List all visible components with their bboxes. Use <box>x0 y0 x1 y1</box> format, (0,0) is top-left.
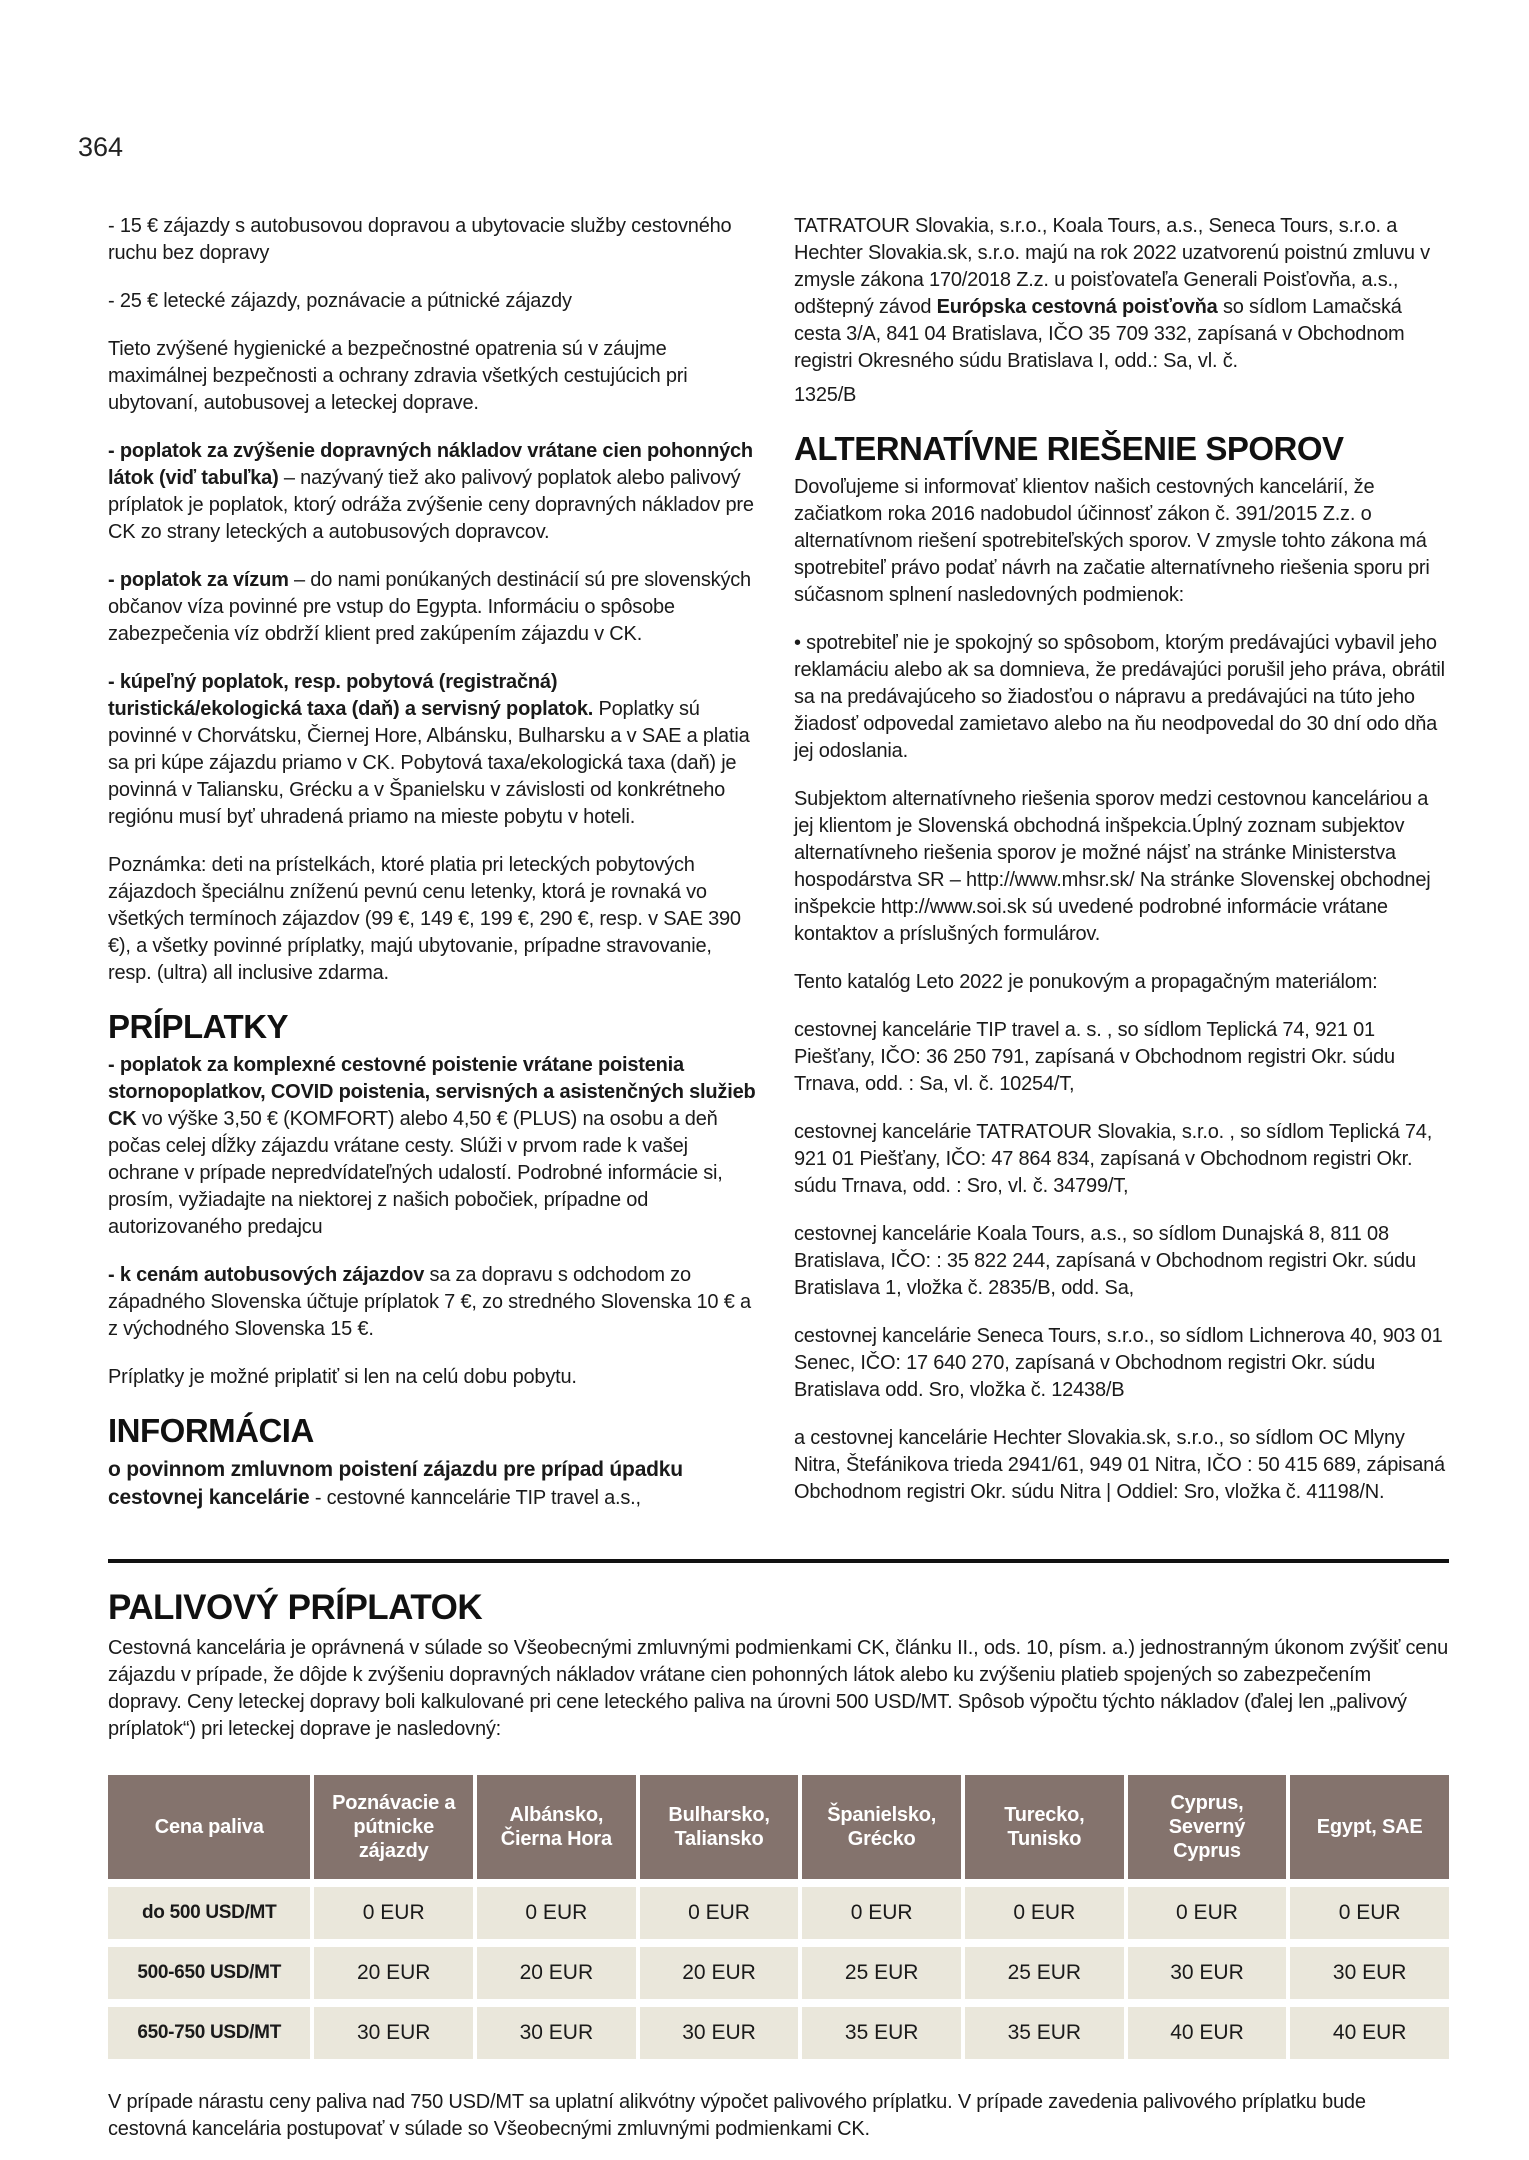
fee-transport-text: – nazývaný tiež ako palivový poplatok alebo palivový príplatok je poplatok, ktorý odráža zvýšenie ceny dopravných nákladov pre CK zo strany leteckých a autobusových dopravcov. <box>108 467 754 543</box>
para-fee-bus <box>108 1262 756 1343</box>
bullet-consumer-condition: • spotrebiteľ nie je spokojný so spôsobom, ktorým predávajúci vybavil jeho reklamáciu alebo ak sa domnieva, že predávajúci porušil jeho práva, obrátil sa na predávajúceho so žiadosťou o nápravu a predávajúci na túto jeho žiadosť odpovedal zamietavo alebo na ňu neodpovedal do 30 dní odo dňa jej odoslania. <box>794 632 1445 762</box>
table-cell: 0 EUR <box>965 1887 1124 1939</box>
table-cell: 0 EUR <box>314 1887 473 1939</box>
page-number: 364 <box>78 132 124 162</box>
para-fee-transport <box>108 438 756 546</box>
para-adr-subject: Subjektom alternatívneho riešenia sporov medzi cestovnou kanceláriou a jej klientom je Slovenská obchodná inšpekcia.Úplný zoznam subjektov alternatívneho riešenia sporov je možné nájsť na stránke Ministerstva hospodárstva SR – http://www.mhsr.sk/ Na stránke Slovenskej obchodnej inšpekcie http://www.soi.sk sú uvedené podrobné informácie vrátane kontaktov a príslušných formulárov. <box>794 788 1431 945</box>
fuel-table-body <box>108 1887 1449 2059</box>
table-header-row <box>108 1775 1449 1879</box>
table-cell: 25 EUR <box>965 1947 1124 1999</box>
table-cell: 30 EUR <box>1128 1947 1287 1999</box>
table-cell: 30 EUR <box>314 2007 473 2059</box>
table-cell: 35 EUR <box>802 2007 961 2059</box>
table-cell: 35 EUR <box>965 2007 1124 2059</box>
table-cell: 25 EUR <box>802 1947 961 1999</box>
header-cyprus: Cyprus, Severný Cyprus <box>1128 1775 1287 1879</box>
fee-bus-text: sa za dopravu s odchodom zo západného Slovenska účtuje príplatok 7 €, zo stredného Slovenska 10 € a z východného Slovenska 15 €. <box>108 1264 751 1340</box>
fee-insurance-title: - poplatok za komplexné cestovné poistenie vrátane poistenia stornopoplatkov, COVID poistenia, servisných a asistenčných služieb CK <box>108 1054 756 1130</box>
para-info-insolvency <box>108 1456 756 1512</box>
heading-priplatky: PRÍPLATKY <box>108 1008 289 1045</box>
para-contract-insurance <box>794 213 1449 375</box>
fee-spa-text: Poplatky sú povinné v Chorvátsku, Čiernej Hore, Albánsku, Bulharsku a v SAE a platia sa pri kúpe zájazdu priamo v CK. Pobytová taxa/ekologická taxa (daň) je povinná v Taliansku, Grécku a v Španielsku v závislosti od konkrétneho regiónu musí byť uhradená priamo na mieste pobytu v hoteli. <box>108 698 750 828</box>
table-cell: 40 EUR <box>1290 2007 1449 2059</box>
para-fee-visa <box>108 567 756 648</box>
para-office-seneca-tours: cestovnej kancelárie Seneca Tours, s.r.o., so sídlom Lichnerova 40, 903 01 Senec, IČO: 17 640 270, zapísaná v Obchodnom registri Okr. súdu Bratislava odd. Sro, vložka č. 12438/B <box>794 1325 1443 1401</box>
fuel-table-header <box>108 1775 1449 1879</box>
table-cell: 40 EUR <box>1128 2007 1287 2059</box>
bullet-bus-surcharge: - 15 € zájazdy s autobusovou dopravou a ubytovacie služby cestovného ruchu bez dopravy <box>108 215 732 264</box>
info-insolvency-text: - cestovné kanncelárie TIP travel a.s., <box>309 1487 641 1509</box>
para-fee-insurance <box>108 1052 756 1241</box>
fee-insurance-text: vo výške 3,50 € (KOMFORT) alebo 4,50 € (PLUS) na osobu a deň počas celej dĺžky zájazdu vrátane cesty. Slúži v prvom rade k vašej ochrane v prípade nepredvídateľných udalostí. Podrobné informácie si, prosím, vyžiadajte na niektorej z našich pobočiek, prípadne od autorizovaného predajcu <box>108 1108 723 1238</box>
table-row <box>108 1947 1449 1999</box>
table-cell: 0 EUR <box>802 1887 961 1939</box>
para-fee-spa <box>108 669 756 831</box>
para-office-tip-travel: cestovnej kancelárie TIP travel a. s. , so sídlom Teplická 74, 921 01 Piešťany, IČO: 36 250 791, zapísaná v Obchodnom registri Okr. súdu Trnava, odd. : Sa, vl. č. 10254/T, <box>794 1019 1395 1095</box>
table-row <box>108 1887 1449 1939</box>
para-office-hechter: a cestovnej kancelárie Hechter Slovakia.sk, s.r.o., so sídlom OC Mlyny Nitra, Štefánikova trieda 2941/61, 949 01 Nitra, IČO : 50 415 689, zápisaná Obchodnom registri Okr. súdu Nitra | Oddiel: Sro, vložka č. 41198/N. <box>794 1427 1445 1503</box>
table-cell: 0 EUR <box>1128 1887 1287 1939</box>
heading-informacia: INFORMÁCIA <box>108 1412 314 1449</box>
fee-transport-title: - poplatok za zvýšenie dopravných nákladov vrátane cien pohonných látok (viď tabuľka) <box>108 440 753 489</box>
table-row-label: 500-650 USD/MT <box>108 1947 310 1999</box>
para-children-note: Poznámka: deti na prístelkách, ktoré platia pri leteckých pobytových zájazdoch špeciálnu zníženú pevnú cenu letenky, ktorá je rovnaká vo všetkých termínoch zájazdov (99 €, 149 €, 199 €, 290 €, resp. v SAE 390 €), a všetky povinné príplatky, majú ubytovanie, prípadne stravovanie, resp. (ultra) all inclusive zdarma. <box>108 854 741 984</box>
fuel-surcharge-table <box>104 1767 1453 2067</box>
left-column <box>108 213 756 1533</box>
fee-visa-title: - poplatok za vízum <box>108 569 289 591</box>
para-register-number: 1325/B <box>794 384 857 406</box>
bullet-air-surcharge: - 25 € letecké zájazdy, poznávacie a pútnické zájazdy <box>108 290 572 312</box>
right-column <box>794 213 1449 1533</box>
table-row <box>108 2007 1449 2059</box>
header-albansko: Albánsko, Čierna Hora <box>477 1775 636 1879</box>
table-cell: 20 EUR <box>477 1947 636 1999</box>
header-spanielsko: Španielsko, Grécko <box>802 1775 961 1879</box>
contract-insurance-post: so sídlom Lamačská cesta 3/A, 841 04 Bratislava, IČO 35 709 332, zapísaná v Obchodnom registri Okresného súdu Bratislava I, odd.: Sa, vl. č. <box>794 296 1405 372</box>
table-cell: 30 EUR <box>640 2007 799 2059</box>
two-column-layout <box>108 213 1449 1533</box>
section-divider <box>108 1559 1449 1563</box>
info-insolvency-title: o povinnom zmluvnom poistení zájazdu pre prípad úpadku cestovnej kancelárie <box>108 1458 683 1509</box>
fee-visa-text: – do nami ponúkaných destinácií sú pre slovenských občanov víza povinné pre vstup do Egypta. Informáciu o spôsobe zabezpečenia víz obdrží klient pred zakúpením zájazdu v CK. <box>108 569 751 645</box>
table-cell: 30 EUR <box>1290 1947 1449 1999</box>
heading-fuel-surcharge: PALIVOVÝ PRÍPLATOK <box>108 1588 483 1627</box>
contract-insurance-pre: TATRATOUR Slovakia, s.r.o., Koala Tours, a.s., Seneca Tours, s.r.o. a Hechter Slovakia.sk, s.r.o. majú na rok 2022 uzatvorenú poistnú zmluvu v zmysle zákona 170/2018 Z.z. u poisťovateľa Generali Poisťovňa, a.s., odštepný závod <box>794 215 1430 318</box>
para-catalog-statement: Tento katalóg Leto 2022 je ponukovým a propagačným materiálom: <box>794 971 1378 993</box>
header-bulharsko: Bulharsko, Taliansko <box>640 1775 799 1879</box>
fee-spa-title: - kúpeľný poplatok, resp. pobytová (registračná) turistická/ekologická taxa (daň) a servisný poplatok. <box>108 671 594 720</box>
table-row-label: do 500 USD/MT <box>108 1887 310 1939</box>
header-cena-paliva: Cena paliva <box>108 1775 310 1879</box>
para-fuel-note: V prípade nárastu ceny paliva nad 750 USD/MT sa uplatní alikvótny výpočet palivového príplatku. V prípade zavedenia palivového príplatku bude cestovná kancelária postupovať v súlade so Všeobecnými zmluvnými podmienkami CK. <box>108 2091 1366 2140</box>
table-cell: 20 EUR <box>314 1947 473 1999</box>
para-hygiene: Tieto zvýšené hygienické a bezpečnostné opatrenia sú v záujme maximálnej bezpečnosti a ochrany zdravia všetkých cestujúcich pri ubytovaní, autobusovej a leteckej doprave. <box>108 338 688 414</box>
para-adr-intro: Dovoľujeme si informovať klientov našich cestovných kancelárií, že začiatkom roka 2016 nadobudol účinnosť zákon č. 391/2015 Z.z. o alternatívnom riešení spotrebiteľských sporov. V zmysle tohto zákona má spotrebiteľ právo podať návrh na začatie alternatívneho riešenia sporu pri súčasnom splnení nasledovných podmienok: <box>794 476 1430 606</box>
para-whole-stay: Príplatky je možné priplatiť si len na celú dobu pobytu. <box>108 1366 577 1388</box>
table-row-label: 650-750 USD/MT <box>108 2007 310 2059</box>
table-cell: 0 EUR <box>1290 1887 1449 1939</box>
header-poznavacie: Poznávacie a pútnicke zájazdy <box>314 1775 473 1879</box>
para-office-koala-tours: cestovnej kancelárie Koala Tours, a.s., so sídlom Dunajská 8, 811 08 Bratislava, IČO: : 35 822 244, zapísaná v Obchodnom registri Okr. súdu Bratislava 1, vložka č. 2835/B, odd. Sa, <box>794 1223 1416 1299</box>
table-cell: 0 EUR <box>477 1887 636 1939</box>
para-fuel-intro: Cestovná kancelária je oprávnená v súlade so Všeobecnými zmluvnými podmienkami CK, článku II., ods. 10, písm. a.) jednostranným úkonom zvýšiť cenu zájazdu v prípade, že dôjde k zvýšeniu dopravných nákladov vrátane cien pohonných látok alebo ku zvýšeniu platieb spojených so zabezpečením dopravy. Ceny leteckej dopravy boli kalkulované pri cene leteckého paliva na úrovni 500 USD/MT. Spôsob výpočtu týchto nákladov (ďalej len „palivový príplatok“) pri leteckej doprave je nasledovný: <box>108 1637 1449 1740</box>
table-cell: 20 EUR <box>640 1947 799 1999</box>
table-cell: 30 EUR <box>477 2007 636 2059</box>
contract-insurer-name: Európska cestovná poisťovňa <box>936 296 1218 318</box>
para-office-tatratour: cestovnej kancelárie TATRATOUR Slovakia, s.r.o. , so sídlom Teplická 74, 921 01 Piešťany, IČO: 47 864 834, zapísaná v Obchodnom registri Okr. súdu Trnava, odd. : Sro, vl. č. 34799/T, <box>794 1121 1433 1197</box>
heading-adr: ALTERNATÍVNE RIEŠENIE SPOROV <box>794 430 1344 467</box>
fee-bus-title: - k cenám autobusových zájazdov <box>108 1264 425 1286</box>
header-turecko: Turecko, Tunisko <box>965 1775 1124 1879</box>
table-cell: 0 EUR <box>640 1887 799 1939</box>
fuel-surcharge-section <box>108 1589 1449 2143</box>
header-egypt: Egypt, SAE <box>1290 1775 1449 1879</box>
